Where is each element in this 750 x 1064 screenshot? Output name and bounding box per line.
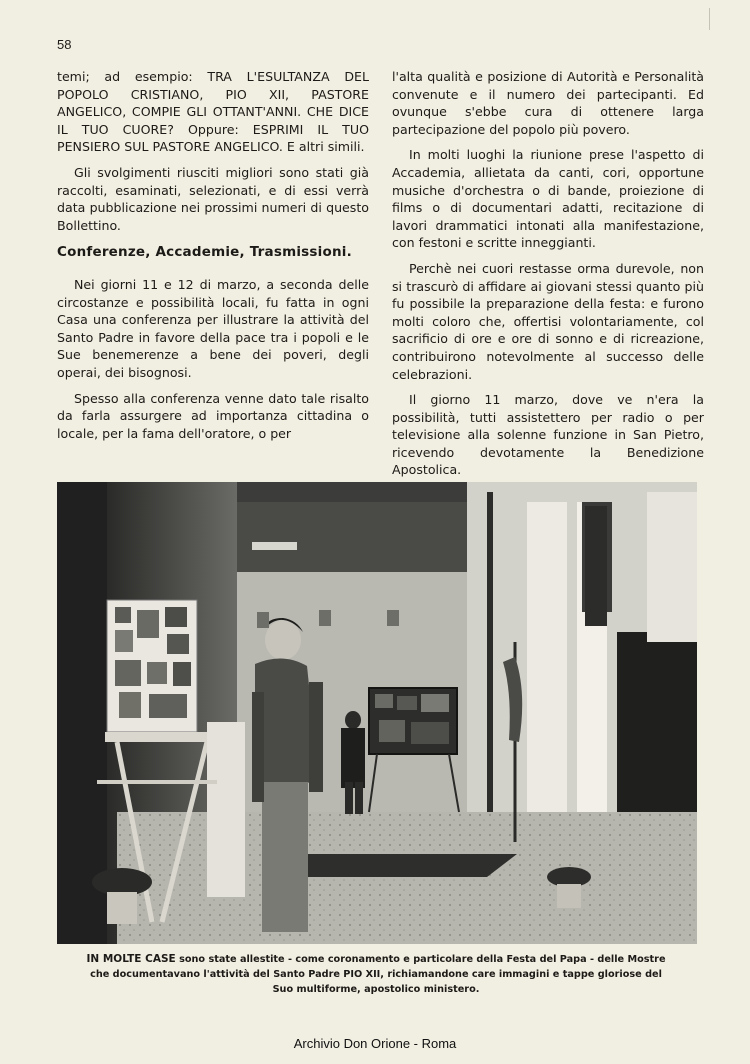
exhibition-photo: [57, 482, 697, 944]
left-paragraph-4: Spesso alla conferenza venne dato tale risalto da farla assurgere ad importanza cittadina o locale, per la fama dell'oratore, o per: [57, 390, 369, 441]
page-number: 58: [57, 37, 72, 52]
caption-lead: IN MOLTE CASE: [86, 953, 176, 965]
right-paragraph-4: Il giorno 11 marzo, dove ve n'era la possibilità, tutti assistettero per radio o per televisione alla solenne funzione in San Pietro, ricevendo devotamente la Benedizione Apostolica.: [392, 392, 704, 478]
left-column: [57, 68, 369, 450]
right-paragraph-1: l'alta qualità e posizione di Autorità e Personalità convenute e il numero dei partecipanti. Ed ovunque s'ebbe cura di ottenere larga partecipazione del popolo più povero.: [392, 69, 704, 137]
exhibition-photo-drawing: [57, 482, 697, 944]
left-paragraph-1: temi; ad esempio: TRA L'ESULTANZA DEL POPOLO CRISTIANO, PIO XII, PASTORE ANGELICO, COMPIE GLI OTTANT'ANNI. CHE DICE IL TUO CUORE? Oppure: ESPRIMI IL TUO PENSIERO SUL PASTORE ANGELICO. E altri simili.: [57, 69, 369, 155]
right-paragraph-3: Perchè nei cuori restasse orma durevole, non si trascurò di affidare ai giovani stessi quanto più fu possibile la preparazione della festa: e furono molti coloro che, offertisi volontariamente, col sacrificio di ore e ore di sonno e di ricreazione, contribuirono notevolmente al successo delle celebrazioni.: [392, 260, 704, 382]
right-column: [392, 68, 704, 487]
section-title: Conferenze, Accademie, Trasmissioni.: [57, 244, 352, 261]
left-paragraph-2: Gli svolgimenti riusciti migliori sono stati già raccolti, esaminati, selezionati, e di essi verrà data pubblicazione nei prossimi numeri di questo Bollettino.: [57, 164, 369, 233]
left-paragraph-3: Nei giorni 11 e 12 di marzo, a seconda delle circostanze e possibilità locali, fu fatta in ogni Casa una conferenza per illustrare la attività del Santo Padre in favore della pace tra i popoli e le Sue benemerenze a bene dei poveri, degli operai, dei bisognosi.: [57, 276, 369, 380]
right-paragraph-2: In molti luoghi la riunione prese l'aspetto di Accademia, allietata da canti, cori, opportune musiche d'orchestra o di bande, proiezione di films o di documentari adatti, recitazione di lavori drammatici intonati alla manifestazione, con festoni e scritte inneggianti.: [392, 147, 704, 251]
corner-mark: [709, 8, 720, 30]
photo-caption: [82, 952, 670, 997]
caption-text: sono state allestite - come coronamento e particolare della Festa del Papa - delle Mostre che documentavano l'attività del Santo Padre PIO XII, richiamandone care immagini e tappe gloriose del Suo multiforme, apostolico ministero.: [90, 954, 666, 995]
archive-footer: Archivio Don Orione - Roma: [293, 1036, 457, 1051]
